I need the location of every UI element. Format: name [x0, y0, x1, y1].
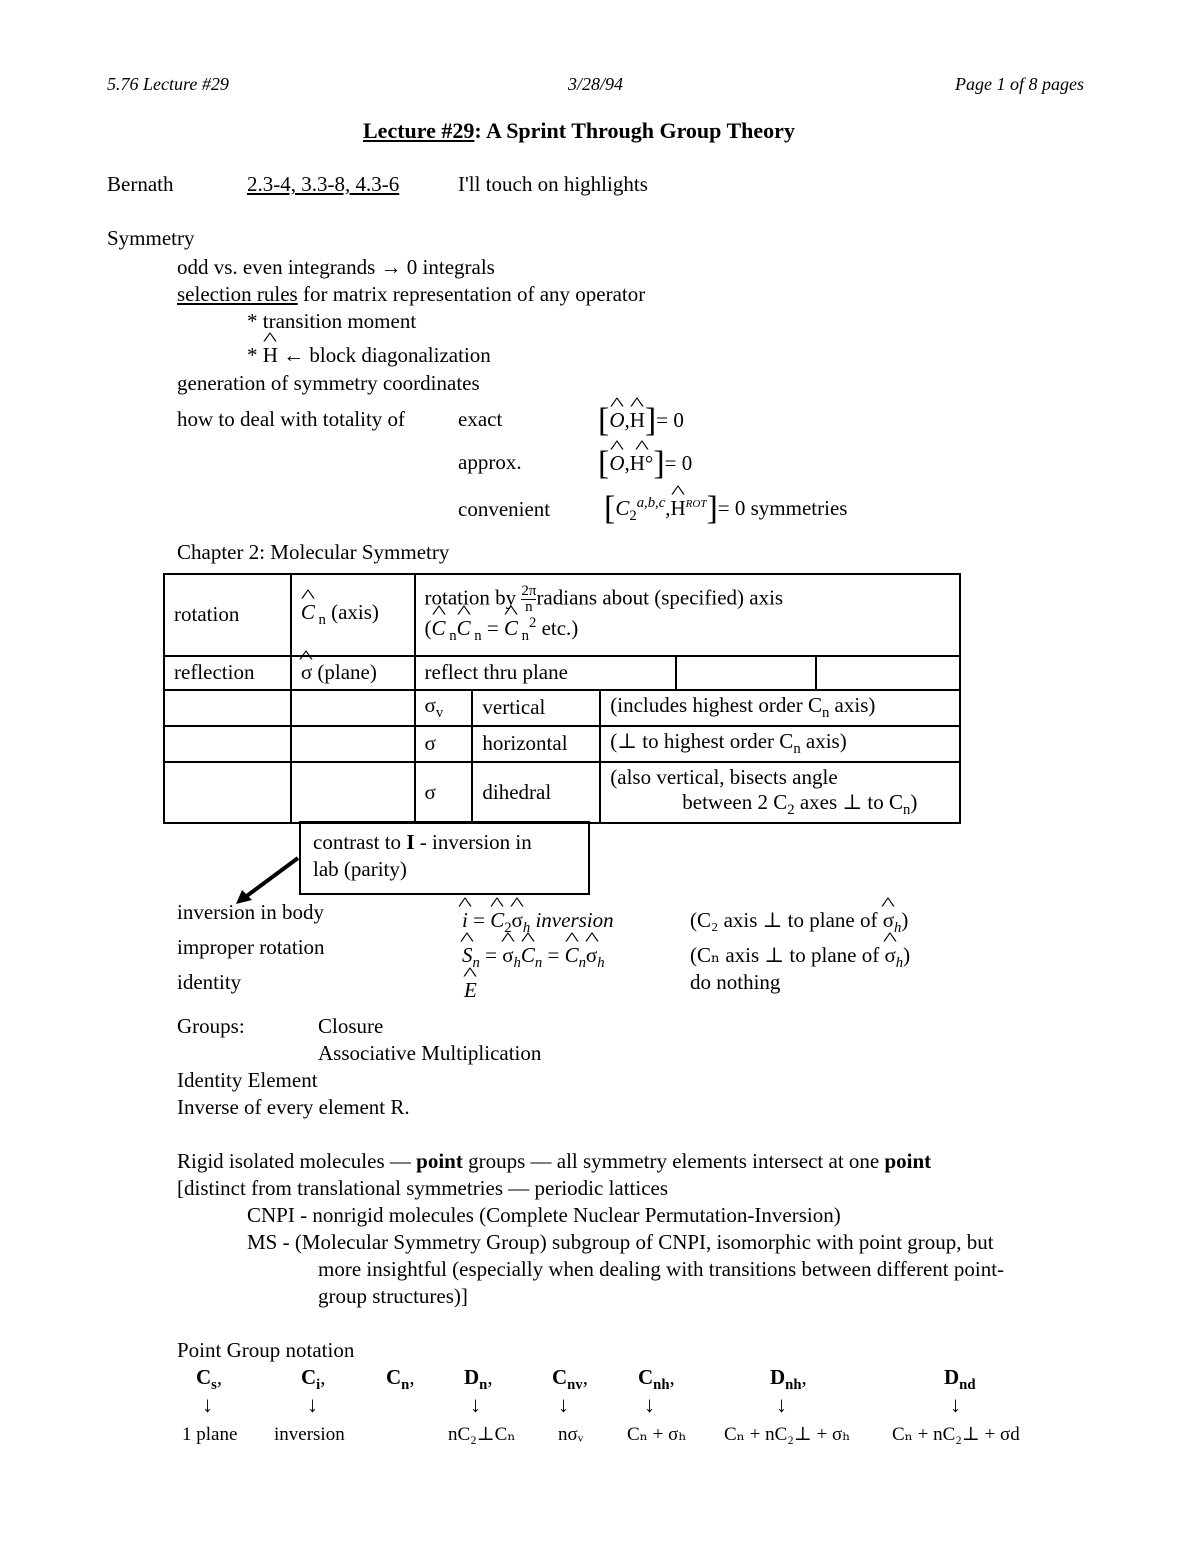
cn-sub: n	[314, 612, 326, 629]
rot-label: ROT	[685, 498, 707, 510]
pg-comma: ,	[487, 1365, 493, 1389]
rigid-line5: more insightful (especially when dealing with transitions between different point-	[318, 1257, 1005, 1281]
eq-sign: =	[542, 943, 565, 967]
symmetry-line1: odd vs. even integrands → 0 integrals	[177, 255, 495, 279]
pg-cn	[386, 1366, 415, 1393]
cell-horizontal: horizontal	[472, 726, 600, 762]
pg-sym: C	[638, 1365, 654, 1389]
op-H: ^ H	[630, 408, 645, 432]
sigma-sym: σ	[424, 693, 436, 717]
sigma-op: ^ σ	[301, 660, 312, 685]
pg-sym: C	[196, 1365, 212, 1389]
improper-label: improper rotation	[177, 935, 325, 959]
line4-pre: *	[247, 343, 263, 367]
pg-desc-dnd: Cₙ + nC₂⊥ + σd	[892, 1424, 1020, 1445]
rot-desc-pre: rotation by	[424, 585, 517, 610]
cell-empty	[164, 762, 291, 823]
rigid-line4: MS - (Molecular Symmetry Group) subgroup of CNPI, isomorphic with point group, but	[247, 1230, 994, 1254]
table-row	[164, 656, 960, 690]
pg-desc-cs: 1 plane	[182, 1424, 238, 1445]
callout-post: - inversion in	[414, 830, 532, 854]
rot-eq-n2: n	[470, 628, 482, 645]
rigid-bold1: point	[416, 1149, 463, 1173]
pg-sub: n	[479, 1377, 488, 1394]
pg-sym: D	[944, 1365, 960, 1389]
pg-sub: nh	[653, 1377, 670, 1394]
desc-text: (includes highest order C	[610, 693, 822, 717]
rot-desc-post: radians about (specified) axis	[536, 585, 784, 610]
cn-op: ^ C	[301, 600, 315, 625]
cell-dihedral-desc	[600, 762, 960, 823]
op-sigma-h: ^ σ	[512, 908, 523, 932]
groups-inverse: Inverse of every element R.	[177, 1095, 410, 1119]
desc2-post: axes ⊥ to C	[794, 789, 903, 814]
groups-closure: Closure	[318, 1014, 384, 1038]
cell-sigma-v	[415, 690, 473, 726]
identity-eq	[464, 978, 477, 1002]
sub-n: n	[534, 955, 543, 972]
callout-I: I	[406, 830, 415, 854]
table-row	[164, 762, 960, 823]
bernath-label: Bernath	[107, 172, 174, 196]
identity-label: identity	[177, 970, 242, 994]
rot-fraction	[521, 584, 536, 615]
note-h: h	[894, 920, 902, 937]
chapter-heading: Chapter 2: Molecular Symmetry	[177, 540, 450, 564]
eq-zero-sym: = 0 symmetries	[717, 496, 848, 520]
note-sigma: ^ σ	[883, 908, 894, 932]
pg-sym: C	[552, 1365, 568, 1389]
op-O: ^ O	[609, 408, 624, 432]
op-O-2: ^ O	[609, 451, 624, 475]
rigid-line1	[177, 1149, 931, 1173]
desc2-text: between 2 C	[682, 789, 788, 814]
header-page: Page 1 of 8 pages	[955, 74, 1084, 94]
pg-dnh	[770, 1366, 807, 1418]
note-close: )	[903, 943, 911, 967]
pg-arrow: ↓	[558, 1392, 569, 1418]
selection-rules: selection rules	[177, 282, 298, 306]
op-c2: ^ C	[490, 908, 504, 932]
op-H-rot: ^ H	[671, 496, 686, 520]
cell-horizontal-desc	[600, 726, 960, 762]
pg-sub: s	[211, 1377, 217, 1394]
callout-line2: lab (parity)	[313, 857, 407, 882]
op-H0: ^ H°	[630, 451, 654, 475]
pg-desc-cnv: nσᵥ	[558, 1424, 584, 1445]
approx-commutator: [^ O,^ H°]= 0	[598, 440, 692, 479]
title-lecture: Lecture #29	[363, 118, 475, 143]
how-to-deal: how to deal with totality of	[177, 407, 406, 431]
rigid-line3: CNPI - nonrigid molecules (Complete Nuclear Permutation-Inversion)	[247, 1203, 841, 1227]
pg-arrow: ↓	[202, 1392, 213, 1418]
pg-sym: D	[464, 1365, 480, 1389]
sigma-sub: v	[435, 705, 444, 722]
improper-note	[690, 943, 910, 972]
symmetry-heading: Symmetry	[107, 226, 195, 250]
op-cn: ^ C	[521, 943, 535, 967]
arrow-shaft	[244, 858, 298, 898]
op-sigma-h2: ^ σ	[502, 943, 513, 967]
sigma-plane: (plane)	[312, 660, 377, 685]
pg-comma: ,	[216, 1365, 223, 1389]
table-row	[164, 690, 960, 726]
op-E: ^ E	[464, 978, 477, 1002]
rot-eq-close: etc.)	[536, 616, 579, 641]
note-h: h	[895, 955, 904, 972]
desc-post: axis)	[829, 693, 876, 717]
pg-sym: D	[770, 1365, 786, 1389]
cell-sigma-plane	[291, 656, 415, 690]
symmetry-operations-table	[163, 573, 961, 824]
header-left: 5.76 Lecture #29	[107, 74, 229, 94]
exact-label: exact	[458, 407, 503, 431]
op-sigma-h-sub: h	[522, 920, 531, 937]
title-rest: : A Sprint Through Group Theory	[474, 118, 795, 143]
hamiltonian-op: ^ H	[263, 343, 278, 367]
pg-dn	[464, 1366, 493, 1418]
sub-h: h	[513, 955, 521, 972]
bernath-refs: 2.3-4, 3.3-8, 4.3-6	[247, 172, 400, 196]
cell-rotation-desc	[415, 574, 960, 656]
pg-comma: ,	[669, 1365, 675, 1389]
cell-empty	[291, 690, 415, 726]
pg-cnv	[552, 1366, 588, 1418]
cell-sigma-d: σ	[415, 762, 473, 823]
selection-rules-rest: for matrix representation of any operator	[297, 282, 646, 306]
pg-cs	[196, 1366, 222, 1418]
rigid-bold2: point	[884, 1149, 932, 1173]
table-row	[164, 726, 960, 762]
desc-post: axis)	[800, 728, 847, 753]
rot-eq-c1: ^ C	[432, 616, 446, 641]
rigid-pre: Rigid isolated molecules —	[177, 1149, 417, 1173]
rot-eq-open: (	[424, 616, 432, 641]
note-text: (C₂ axis ⊥ to plane of	[690, 908, 883, 932]
pg-sym: C	[301, 1365, 317, 1389]
convenient-label: convenient	[458, 497, 551, 521]
op-S: ^ S	[462, 943, 473, 967]
groups-assoc: Associative Multiplication	[318, 1041, 542, 1065]
callout-pre: contrast to	[313, 830, 407, 854]
pg-sub: nv	[567, 1377, 583, 1394]
bernath-note: I'll touch on highlights	[458, 172, 648, 196]
rigid-line2: [distinct from translational symmetries — periodic lattices	[177, 1176, 669, 1200]
page-title	[363, 118, 795, 143]
inversion-note	[690, 908, 908, 937]
desc-text: (also vertical, bisects angle	[610, 764, 838, 789]
rot-eq-sup: 2	[528, 615, 537, 632]
pg-desc-dn: nC₂⊥Cₙ	[448, 1424, 516, 1445]
pg-comma: ,	[320, 1365, 326, 1389]
cell-sigma-h: σ	[415, 726, 473, 762]
pg-desc-dnh: Cₙ + nC₂⊥ + σₕ	[724, 1424, 851, 1445]
symmetry-line2	[177, 282, 645, 306]
cell-rotation: rotation	[164, 574, 291, 656]
cell-vertical-desc	[600, 690, 960, 726]
symmetry-line3: * transition moment	[247, 309, 417, 333]
rigid-line6: group structures)]	[318, 1284, 468, 1308]
pg-sub: n	[401, 1377, 410, 1394]
desc-sub: n	[821, 705, 830, 722]
cell-empty	[164, 726, 291, 762]
cell-reflect-desc: reflect thru plane	[415, 656, 676, 690]
cell-empty	[676, 656, 817, 690]
pg-ci	[301, 1366, 326, 1418]
eq-zero: = 0	[656, 408, 684, 432]
pgn-heading: Point Group notation	[177, 1338, 355, 1362]
improper-eq	[462, 943, 605, 972]
desc-sub: n	[793, 741, 801, 758]
pg-comma: ,	[409, 1365, 415, 1389]
op-c2-sub: 2	[504, 920, 512, 937]
pg-dnd	[944, 1366, 976, 1418]
frac-num: 2π	[521, 583, 537, 600]
sub-h: h	[597, 955, 605, 972]
line4-post: ← block diagonalization	[277, 343, 491, 367]
desc2-sub2: n	[902, 802, 911, 819]
symmetry-line4	[247, 343, 491, 367]
pg-sub: nh	[785, 1377, 802, 1394]
eq-sign: =	[467, 908, 491, 932]
sub-n: n	[578, 955, 586, 972]
note-sigma: ^ σ	[884, 943, 895, 967]
cell-dihedral: dihedral	[472, 762, 600, 823]
rot-eq-c3: ^ C	[504, 616, 518, 641]
rot-eq-mid: =	[481, 616, 504, 641]
cn-axis: (axis)	[325, 600, 379, 625]
pg-arrow: ↓	[644, 1392, 655, 1418]
frac-den: n	[525, 599, 533, 616]
eq-sign: =	[479, 943, 503, 967]
cell-empty	[291, 762, 415, 823]
op-C-sub: 2	[629, 508, 637, 525]
header-date: 3/28/94	[568, 74, 624, 94]
op-C: C	[615, 496, 630, 520]
approx-label: approx.	[458, 450, 522, 474]
rot-eq-c2: ^ C	[457, 616, 471, 641]
cell-vertical: vertical	[472, 690, 600, 726]
table-row	[164, 574, 960, 656]
rigid-mid: groups — all symmetry elements intersect at one	[462, 1149, 885, 1173]
pg-desc-cnh: Cₙ + σₕ	[627, 1424, 687, 1445]
desc2-end: )	[910, 789, 918, 814]
inversion-label: inversion in body	[177, 900, 324, 924]
pg-comma: ,	[582, 1365, 588, 1389]
pg-arrow: ↓	[950, 1392, 961, 1418]
pg-sub: nd	[959, 1377, 976, 1394]
pg-arrow: ↓	[776, 1392, 787, 1418]
identity-note: do nothing	[690, 970, 781, 994]
op-cn2: ^ C	[565, 943, 579, 967]
pg-arrow: ↓	[470, 1392, 481, 1418]
cell-empty	[291, 726, 415, 762]
symmetry-line5: generation of symmetry coordinates	[177, 371, 480, 395]
op-C-sup: a,b,c	[636, 495, 666, 511]
rot-eq-n1: n	[445, 628, 457, 645]
callout-box	[299, 821, 590, 895]
groups-label: Groups:	[177, 1014, 245, 1038]
pg-cnh	[638, 1366, 675, 1418]
note-text: (Cₙ axis ⊥ to plane of	[690, 943, 885, 967]
op-i: ^ i	[462, 908, 468, 932]
op-sigma-h3: ^ σ	[586, 943, 597, 967]
cell-empty	[816, 656, 960, 690]
groups-identity: Identity Element	[177, 1068, 318, 1092]
exact-commutator: [^ O,^ H]= 0	[598, 397, 684, 436]
pg-desc-ci: inversion	[274, 1424, 345, 1445]
convenient-commutator: [$C_2^{a,b,c},\^{}$ $H^{ROT}]= 0$ symmetries	[604, 485, 847, 525]
inversion-word: inversion	[535, 908, 614, 932]
note-close: )	[901, 908, 909, 932]
pg-sub: i	[316, 1377, 321, 1394]
desc2-sub: 2	[787, 802, 795, 819]
cell-reflection: reflection	[164, 656, 291, 690]
cell-cn	[291, 574, 415, 656]
desc-text: (⊥ to highest order C	[610, 728, 794, 753]
op-S-sub: n	[472, 955, 480, 972]
cell-empty	[164, 690, 291, 726]
rot-eq-n3: n	[517, 628, 529, 645]
eq-zero-2: = 0	[664, 451, 693, 475]
pg-comma: ,	[801, 1365, 807, 1389]
pg-sym: C	[386, 1365, 402, 1389]
pg-arrow: ↓	[307, 1392, 318, 1418]
